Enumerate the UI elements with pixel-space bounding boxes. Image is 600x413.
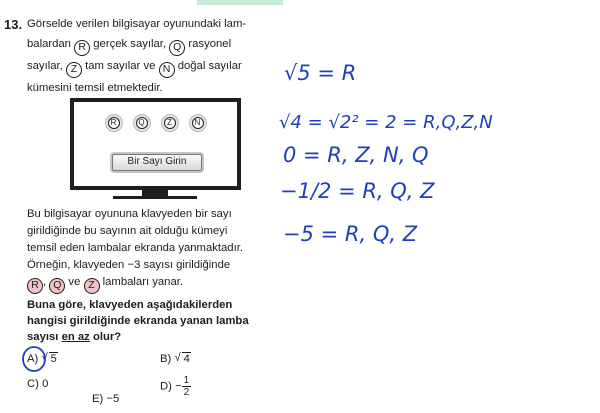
answer-circle-icon	[23, 347, 45, 371]
stem-line-3: sayılar, Z tam sayılar ve N doğal sayılar	[27, 56, 277, 78]
lit-letter-q-icon: Q	[49, 278, 65, 294]
letter-r-icon: R	[74, 40, 90, 56]
option-c-value: 0	[42, 378, 49, 390]
option-d-fraction: $\frac{1}{2}$	[183, 375, 190, 398]
lit-letter-r-icon: R	[27, 278, 43, 294]
stem-line-4: kümesini temsil etmektedir.	[27, 82, 163, 94]
note-line-3: 0 = R, Z, N, Q	[283, 143, 429, 167]
option-d-sign: −	[175, 380, 182, 393]
prompt-line-3: sayısı en az olur?	[27, 331, 122, 343]
question-number: 13.	[4, 17, 23, 32]
lit-letter-z-icon: Z	[84, 278, 100, 294]
prompt-line-1: Buna göre, klavyeden aşağıdakilerden	[27, 299, 233, 311]
stem-line-1: Görselde verilen bilgisayar oyunundaki lam-	[27, 18, 247, 30]
option-b-label: B)	[160, 353, 172, 365]
body-line-4: Örneğin, klavyeden −3 sayısı girildiğinde	[27, 259, 231, 271]
option-e-label: E)	[92, 393, 104, 405]
option-b-value: 4	[183, 353, 190, 365]
option-c-label: C)	[27, 378, 39, 390]
prompt-line-2: hangisi girildiğinde ekranda yanan lamba	[27, 315, 249, 327]
letter-z-icon: Z	[66, 62, 82, 78]
option-e-value: −5	[106, 393, 120, 405]
note-line-5: −5 = R, Q, Z	[283, 222, 418, 246]
body-line-1: Bu bilgisayar oyununa klavyeden bir sayı	[27, 208, 232, 220]
option-a-label: A)	[27, 353, 39, 365]
body-line-5: R , Q ve Z lambaları yanar.	[27, 274, 282, 294]
body-line-2: girildiğinde bu sayının ait olduğu kümeyi	[27, 225, 228, 237]
option-d-label: D)	[160, 380, 172, 393]
note-line-4: −1/2 = R, Q, Z	[280, 179, 435, 203]
body-line-3: temsil eden lambalar ekranda yanmaktadır.	[27, 242, 244, 254]
lamp-r-label: R	[108, 117, 120, 129]
lamp-z-label: Z	[164, 117, 176, 129]
letter-n-icon: N	[159, 62, 175, 78]
note-line-1: √5 = R	[284, 61, 357, 85]
lamp-q-label: Q	[136, 117, 148, 129]
lamp-n-label: N	[192, 117, 204, 129]
option-a-value: 5	[50, 353, 57, 365]
stem-line-2: balardan R gerçek sayılar, Q rasyonel	[27, 34, 277, 56]
note-line-2: √4 = √2² = 2 = R,Q,Z,N	[279, 112, 493, 133]
enter-number-button[interactable]: Bir Sayı Girin	[112, 154, 202, 171]
letter-q-icon: Q	[169, 40, 185, 56]
